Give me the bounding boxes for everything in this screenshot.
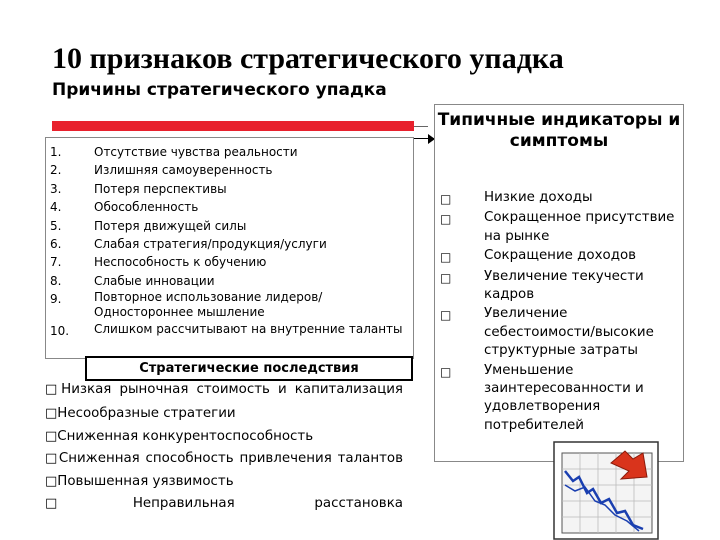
list-item — [440, 268, 680, 305]
page-title: 10 признаков стратегического упадка — [52, 42, 564, 75]
item-text: Увеличение текучести кадров — [484, 268, 644, 303]
item-text: Низкие доходы — [484, 190, 593, 205]
list-item — [45, 473, 403, 491]
item-number: 1. — [50, 145, 62, 159]
item-text: Слабые инновации — [94, 273, 215, 288]
list-item — [50, 217, 410, 235]
list-item — [45, 405, 403, 423]
item-number: 4. — [50, 200, 62, 215]
list-item — [50, 180, 410, 198]
checkbox-icon: □ — [45, 473, 58, 489]
list-item — [50, 253, 410, 271]
list-item — [50, 198, 410, 216]
list-item — [45, 450, 403, 468]
item-text: Повышенная уязвимость — [57, 473, 234, 489]
indicators-header: Типичные индикаторы и симптомы — [437, 110, 681, 151]
list-item — [45, 381, 403, 399]
divider — [414, 126, 428, 127]
item-text: Неправильная расстановка — [132, 496, 403, 512]
item-text: Увеличение себестоимости/высокие структурные затраты — [484, 306, 654, 359]
item-number: 7. — [50, 255, 62, 270]
list-item — [440, 247, 680, 266]
item-text: Сниженная способность привлечения талантов — [58, 451, 403, 467]
list-item — [50, 235, 410, 253]
checkbox-icon: □ — [440, 250, 452, 265]
item-text: Потеря движущей силы — [94, 218, 247, 233]
checkbox-icon: □ — [45, 428, 58, 444]
item-number: 8. — [50, 273, 62, 288]
item-text: Уменьшение заинтересованности и удовлетворения потребителей — [484, 362, 644, 433]
item-text: Слишком рассчитывают на внутренние таланты — [94, 322, 403, 337]
list-item — [45, 428, 403, 446]
checkbox-icon: □ — [440, 270, 452, 285]
item-text: Излишняя самоуверенность — [94, 163, 273, 178]
item-number: 10. — [50, 324, 70, 339]
checkbox-icon: □ — [45, 451, 59, 467]
item-text: Сокращенное присутствие на рынке — [484, 210, 675, 244]
list-item — [440, 362, 680, 436]
item-text: Отсутствие чувства реальности — [94, 145, 298, 159]
list-item — [50, 272, 410, 290]
item-text: Слабая стратегия/продукция/услуги — [94, 237, 327, 252]
list-item — [45, 495, 403, 513]
item-text: Сниженная конкурентоспособность — [57, 428, 314, 444]
consequences-header: Стратегические последствия — [85, 356, 413, 381]
page-subtitle: Причины стратегического упадка — [52, 80, 387, 100]
item-text: Повторное использование лидеров/Одностороннее мышление — [94, 290, 323, 320]
item-text: Несообразные стратегии — [57, 406, 236, 422]
item-text: Неспособность к обучению — [94, 255, 267, 270]
item-text: Потеря перспективы — [94, 181, 227, 196]
list-item — [50, 322, 410, 340]
checkbox-icon: □ — [440, 212, 452, 227]
checkbox-icon: □ — [440, 192, 452, 206]
checkbox-icon: □ — [45, 496, 133, 512]
list-item — [50, 161, 410, 179]
item-text: Низкая рыночная стоимость и капитализация — [61, 382, 403, 397]
consequences-list — [45, 381, 403, 513]
indicators-list — [440, 189, 680, 436]
list-item — [50, 143, 410, 161]
list-item — [440, 305, 680, 360]
declining-chart-icon — [553, 441, 659, 540]
list-item — [50, 290, 410, 320]
checkbox-icon: □ — [440, 364, 452, 379]
item-number: 9. — [50, 292, 62, 307]
item-number: 6. — [50, 237, 62, 252]
item-number: 2. — [50, 163, 62, 178]
item-number: 5. — [50, 218, 62, 233]
item-text: Сокращение доходов — [484, 248, 637, 264]
accent-bar — [52, 121, 414, 131]
causes-list — [50, 143, 410, 341]
list-item — [440, 189, 680, 208]
checkbox-icon: □ — [45, 406, 58, 422]
list-item — [440, 209, 680, 246]
item-number: 3. — [50, 181, 62, 196]
checkbox-icon: □ — [45, 382, 62, 397]
checkbox-icon: □ — [440, 308, 452, 323]
item-text: Обособленность — [94, 200, 199, 215]
